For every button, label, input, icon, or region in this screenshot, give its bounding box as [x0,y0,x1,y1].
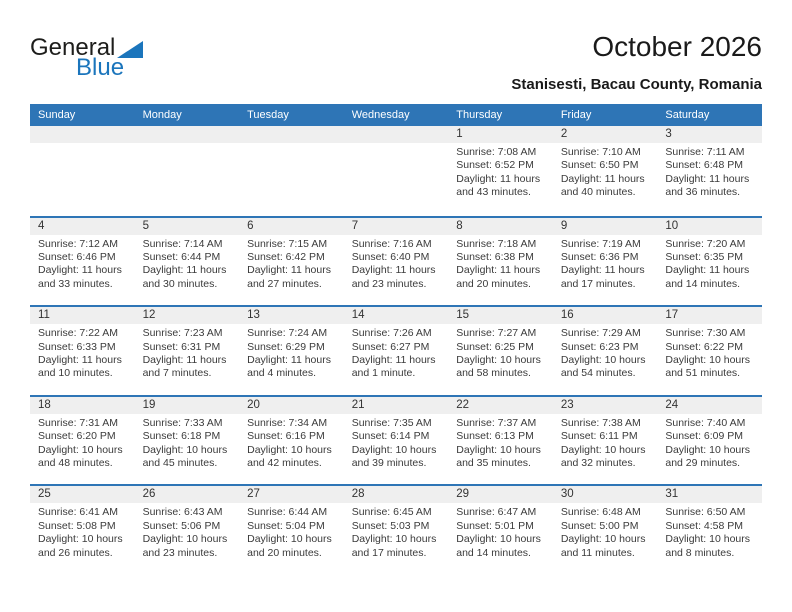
sunrise-text: Sunrise: 6:41 AM [38,506,118,519]
day-details [344,503,449,560]
sunset-text: Sunset: 6:27 PM [351,340,430,353]
daylight-text-line2: and 33 minutes. [38,277,113,290]
day-details [239,414,344,471]
sunrise-text: Sunrise: 7:40 AM [665,416,746,429]
daylight-text-line1: Daylight: 11 hours [38,264,122,277]
day-number: 2 [553,126,658,143]
day-cell-25 [30,486,135,574]
sunset-text: Sunset: 6:22 PM [665,340,744,353]
day-cell-19 [135,397,240,485]
daylight-text-line1: Daylight: 10 hours [456,443,541,456]
day-number [239,126,344,143]
daylight-text-line1: Daylight: 10 hours [665,443,751,456]
daylight-text-line1: Daylight: 10 hours [142,443,228,456]
sunrise-text: Sunrise: 7:22 AM [38,327,118,340]
logo-text-general: General [30,34,116,61]
day-number: 25 [30,486,135,503]
day-details [657,143,762,200]
day-number: 17 [657,307,762,324]
day-number: 6 [239,218,344,235]
day-cell-20 [239,397,344,485]
daylight-text-line2: and 8 minutes. [665,546,735,559]
day-details [553,235,658,292]
day-cell-4 [30,218,135,306]
week-row [30,305,762,395]
day-cell-12 [135,307,240,395]
day-number: 7 [344,218,449,235]
day-cell-10 [657,218,762,306]
day-cell-5 [135,218,240,306]
day-cell-7 [344,218,449,306]
day-details [448,235,553,292]
weekday-header-wednesday: Wednesday [351,109,410,121]
daylight-text-line1: Daylight: 10 hours [351,533,437,546]
day-cell-27 [239,486,344,574]
sunrise-text: Sunrise: 7:30 AM [665,327,746,340]
sunset-text: Sunset: 5:08 PM [38,519,116,532]
daylight-text-line1: Daylight: 11 hours [456,172,541,185]
day-number: 26 [135,486,240,503]
sunset-text: Sunset: 6:31 PM [142,340,221,353]
day-number: 21 [344,397,449,414]
day-cell-23 [553,397,658,485]
day-number: 18 [30,397,135,414]
sunset-text: Sunset: 6:09 PM [665,430,744,443]
sunrise-text: Sunrise: 7:23 AM [142,327,223,340]
daylight-text-line1: Daylight: 11 hours [142,264,227,277]
daylight-text-line2: and 17 minutes. [351,546,427,559]
day-details [448,503,553,560]
month-calendar [30,104,762,574]
sunset-text: Sunset: 5:04 PM [247,519,325,532]
sunset-text: Sunset: 6:23 PM [560,340,639,353]
daylight-text-line2: and 7 minutes. [142,367,212,380]
sunset-text: Sunset: 5:01 PM [456,519,534,532]
sunset-text: Sunset: 6:50 PM [560,159,639,172]
day-details [657,235,762,292]
day-details [657,414,762,471]
sunset-text: Sunset: 6:40 PM [351,251,430,263]
day-number: 20 [239,397,344,414]
day-number: 30 [553,486,658,503]
sunset-text: Sunset: 6:20 PM [38,430,116,443]
sunrise-text: Sunrise: 7:08 AM [456,146,537,158]
daylight-text-line2: and 27 minutes. [247,277,322,290]
sunset-text: Sunset: 6:29 PM [247,340,325,353]
day-number: 13 [239,307,344,324]
day-number: 15 [448,307,553,324]
sunset-text: Sunset: 6:33 PM [38,340,116,353]
sunrise-text: Sunrise: 7:19 AM [560,237,641,250]
week-row [30,126,762,216]
sunrise-text: Sunrise: 7:33 AM [142,416,223,429]
weekday-header-friday: Friday [560,109,592,121]
day-cell-26 [135,486,240,574]
day-details [135,235,240,292]
sunset-text: Sunset: 5:03 PM [351,519,430,532]
day-details [135,503,240,560]
daylight-text-line1: Daylight: 11 hours [456,264,541,277]
daylight-text-line2: and 43 minutes. [456,186,531,199]
daylight-text-line2: and 23 minutes. [142,546,218,559]
daylight-text-line2: and 40 minutes. [560,186,636,199]
day-details [135,414,240,471]
sunrise-text: Sunrise: 6:47 AM [456,506,537,519]
daylight-text-line1: Daylight: 10 hours [560,533,646,546]
page-title: October 2026 [592,31,762,62]
daylight-text-line2: and 32 minutes. [560,457,636,469]
day-cell-29 [448,486,553,574]
day-details [135,324,240,381]
day-cell-3 [657,126,762,216]
day-cell-6 [239,218,344,306]
day-details [553,503,658,560]
daylight-text-line2: and 36 minutes. [665,186,741,199]
daylight-text-line2: and 23 minutes. [351,277,427,290]
day-details [657,324,762,381]
sunrise-text: Sunrise: 6:45 AM [351,506,432,519]
day-cell-21 [344,397,449,485]
sunset-text: Sunset: 6:42 PM [247,251,325,263]
day-details [448,324,553,381]
day-details [239,143,344,146]
day-cell-9 [553,218,658,306]
sunrise-text: Sunrise: 7:15 AM [247,237,328,250]
day-details [30,324,135,381]
day-number: 23 [553,397,658,414]
day-number [135,126,240,143]
daylight-text-line2: and 51 minutes. [665,367,741,380]
day-details [344,324,449,381]
daylight-text-line1: Daylight: 10 hours [665,354,751,366]
empty-day-cell [30,126,135,216]
day-number: 5 [135,218,240,235]
daylight-text-line2: and 20 minutes. [247,546,322,559]
sunrise-text: Sunrise: 6:44 AM [247,506,328,519]
general-blue-logo [30,36,170,88]
day-number: 24 [657,397,762,414]
weekday-header-saturday: Saturday [665,109,710,121]
sunrise-text: Sunrise: 7:20 AM [665,237,746,250]
weekday-header-sunday: Sunday [38,109,76,121]
logo-text-blue: Blue [76,54,125,81]
daylight-text-line2: and 20 minutes. [456,277,531,290]
week-row [30,216,762,306]
daylight-text-line2: and 54 minutes. [560,367,636,380]
sunset-text: Sunset: 6:14 PM [351,430,430,443]
day-details [30,235,135,292]
daylight-text-line1: Daylight: 11 hours [247,354,331,366]
week-row [30,395,762,485]
sunrise-text: Sunrise: 7:31 AM [38,416,118,429]
sunset-text: Sunset: 6:44 PM [142,251,221,263]
daylight-text-line1: Daylight: 11 hours [142,354,227,366]
daylight-text-line1: Daylight: 10 hours [38,443,123,456]
day-cell-18 [30,397,135,485]
daylight-text-line1: Daylight: 11 hours [38,354,122,366]
sunset-text: Sunset: 6:25 PM [456,340,534,353]
day-number: 14 [344,307,449,324]
day-number: 9 [553,218,658,235]
daylight-text-line1: Daylight: 10 hours [38,533,123,546]
sunset-text: Sunset: 6:48 PM [665,159,744,172]
daylight-text-line1: Daylight: 11 hours [560,172,645,185]
day-number: 19 [135,397,240,414]
daylight-text-line1: Daylight: 10 hours [247,443,332,456]
day-details [553,324,658,381]
daylight-text-line2: and 14 minutes. [456,546,531,559]
day-number: 12 [135,307,240,324]
sunrise-text: Sunrise: 7:18 AM [456,237,537,250]
day-number: 1 [448,126,553,143]
daylight-text-line1: Daylight: 11 hours [560,264,645,277]
calendar-weeks [30,126,762,574]
day-cell-28 [344,486,449,574]
daylight-text-line2: and 39 minutes. [351,457,427,469]
empty-day-cell [135,126,240,216]
day-number: 4 [30,218,135,235]
weekday-header-row [30,104,762,126]
day-details [239,324,344,381]
day-cell-14 [344,307,449,395]
day-number: 31 [657,486,762,503]
sunset-text: Sunset: 5:06 PM [142,519,221,532]
daylight-text-line1: Daylight: 11 hours [665,264,750,277]
daylight-text-line2: and 1 minute. [351,367,416,380]
sunrise-text: Sunrise: 7:10 AM [560,146,641,158]
sunset-text: Sunset: 6:38 PM [456,251,534,263]
day-details [344,143,449,146]
daylight-text-line2: and 29 minutes. [665,457,741,469]
day-cell-30 [553,486,658,574]
sunrise-text: Sunrise: 7:12 AM [38,237,118,250]
daylight-text-line2: and 10 minutes. [38,367,113,380]
day-number: 11 [30,307,135,324]
day-cell-31 [657,486,762,574]
sunset-text: Sunset: 6:52 PM [456,159,534,172]
daylight-text-line1: Daylight: 11 hours [665,172,750,185]
day-details [553,143,658,200]
day-details [239,235,344,292]
day-details [239,503,344,560]
weekday-header-monday: Monday [142,109,182,121]
sunrise-text: Sunrise: 7:37 AM [456,416,537,429]
sunset-text: Sunset: 6:13 PM [456,430,534,443]
calendar-header [511,30,762,93]
day-cell-13 [239,307,344,395]
day-details [344,235,449,292]
daylight-text-line2: and 14 minutes. [665,277,741,290]
day-details [553,414,658,471]
daylight-text-line2: and 58 minutes. [456,367,531,380]
day-details [657,503,762,560]
daylight-text-line1: Daylight: 10 hours [247,533,332,546]
daylight-text-line1: Daylight: 10 hours [560,443,646,456]
day-number: 27 [239,486,344,503]
sunrise-text: Sunrise: 6:43 AM [142,506,223,519]
daylight-text-line2: and 11 minutes. [560,546,635,559]
day-number: 8 [448,218,553,235]
sunrise-text: Sunrise: 6:50 AM [665,506,746,519]
sunrise-text: Sunrise: 7:11 AM [665,146,745,158]
day-number [30,126,135,143]
sunset-text: Sunset: 5:00 PM [560,519,639,532]
sunset-text: Sunset: 6:35 PM [665,251,744,263]
day-cell-17 [657,307,762,395]
sunset-text: Sunset: 4:58 PM [665,519,744,532]
day-cell-1 [448,126,553,216]
daylight-text-line2: and 26 minutes. [38,546,113,559]
sunrise-text: Sunrise: 7:24 AM [247,327,328,340]
day-details [30,414,135,471]
daylight-text-line2: and 30 minutes. [142,277,218,290]
day-details [448,414,553,471]
empty-day-cell [344,126,449,216]
daylight-text-line1: Daylight: 11 hours [351,354,436,366]
daylight-text-line1: Daylight: 11 hours [351,264,436,277]
daylight-text-line2: and 45 minutes. [142,457,218,469]
sunset-text: Sunset: 6:46 PM [38,251,116,263]
day-number: 3 [657,126,762,143]
day-number: 22 [448,397,553,414]
day-cell-16 [553,307,658,395]
daylight-text-line2: and 17 minutes. [560,277,636,290]
day-details [30,503,135,560]
daylight-text-line2: and 42 minutes. [247,457,322,469]
sunrise-text: Sunrise: 7:27 AM [456,327,537,340]
week-row [30,484,762,574]
day-details [448,143,553,200]
day-cell-11 [30,307,135,395]
page-subtitle: Stanisesti, Bacau County, Romania [511,76,762,93]
day-number: 16 [553,307,658,324]
daylight-text-line1: Daylight: 10 hours [456,354,541,366]
day-number: 10 [657,218,762,235]
empty-day-cell [239,126,344,216]
sunset-text: Sunset: 6:16 PM [247,430,325,443]
sunrise-text: Sunrise: 7:35 AM [351,416,432,429]
weekday-header-thursday: Thursday [456,109,503,121]
day-details [30,143,135,146]
sunrise-text: Sunrise: 7:34 AM [247,416,328,429]
day-number: 29 [448,486,553,503]
sunrise-text: Sunrise: 7:16 AM [351,237,432,250]
daylight-text-line1: Daylight: 10 hours [351,443,437,456]
day-cell-15 [448,307,553,395]
sunrise-text: Sunrise: 7:38 AM [560,416,641,429]
day-cell-22 [448,397,553,485]
daylight-text-line1: Daylight: 10 hours [560,354,646,366]
day-details [344,414,449,471]
day-cell-8 [448,218,553,306]
day-number [344,126,449,143]
day-number: 28 [344,486,449,503]
daylight-text-line1: Daylight: 11 hours [247,264,331,277]
day-details [135,143,240,146]
sunrise-text: Sunrise: 6:48 AM [560,506,641,519]
day-cell-24 [657,397,762,485]
sunrise-text: Sunrise: 7:26 AM [351,327,432,340]
daylight-text-line1: Daylight: 10 hours [456,533,541,546]
sunset-text: Sunset: 6:18 PM [142,430,221,443]
daylight-text-line1: Daylight: 10 hours [142,533,228,546]
daylight-text-line2: and 4 minutes. [247,367,317,380]
daylight-text-line1: Daylight: 10 hours [665,533,751,546]
sunset-text: Sunset: 6:11 PM [560,430,638,443]
weekday-header-tuesday: Tuesday [247,109,289,121]
daylight-text-line2: and 35 minutes. [456,457,531,469]
sunrise-text: Sunrise: 7:29 AM [560,327,641,340]
daylight-text-line2: and 48 minutes. [38,457,113,469]
sunrise-text: Sunrise: 7:14 AM [142,237,223,250]
day-cell-2 [553,126,658,216]
sunset-text: Sunset: 6:36 PM [560,251,639,263]
